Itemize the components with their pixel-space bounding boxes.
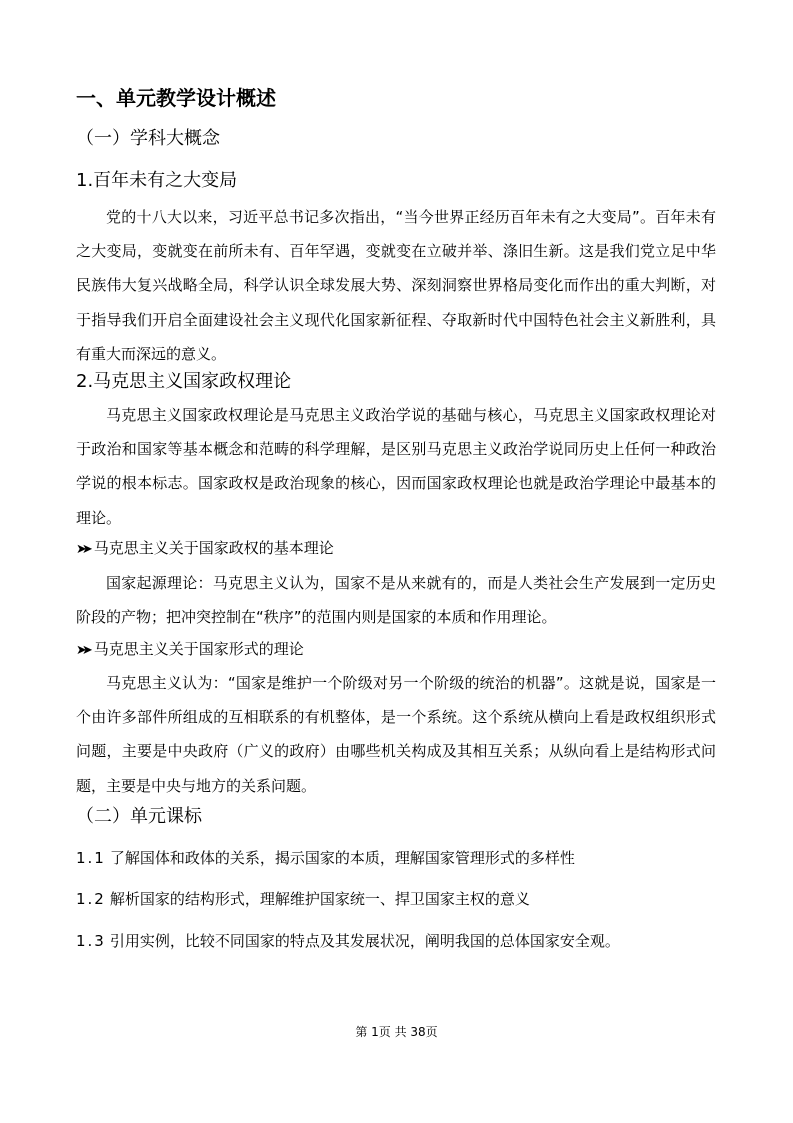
standard-item [76,930,620,952]
main-heading: 一、单元教学设计概述 [76,86,276,110]
arrow-bullet-icon: ➤➤ [76,643,88,658]
paragraph-great-change: 党的十八大以来，习近平总书记多次指出，“当今世界正经历百年未有之大变局”。百年未有之大变局，变就变在前所未有、百年罕遇，变就变在立破并举、涤旧生新。这是我们党立足中华民族伟大复兴战略全局，科学认识全球发展大势、深刻洞察世界格局变化而作出的重大判断，对于指导我们开启全面建设社会主义现代化国家新征程、夺取新时代中国特色社会主义新胜利，具有重大而深远的意义。 [76,208,716,363]
standard-item [76,888,530,910]
bullet-basic-theory [76,537,334,561]
bullet-label: 马克思主义关于国家形式的理论 [93,640,304,658]
standard-text: 引用实例，比较不同国家的特点及其发展状况，阐明我国的总体国家安全观。 [109,932,620,950]
section-heading-concept: （一）学科大概念 [76,128,220,149]
paragraph-state-power-theory: 马克思主义国家政权理论是马克思主义政治学说的基础与核心，马克思主义国家政权理论对于政治和国家等基本概念和范畴的科学理解，是区别马克思主义政治学说同历史上任何一种政治学说的根本标志。国家政权是政治现象的核心，因而国家政权理论也就是政治学理论中最基本的理论。 [76,406,716,527]
bullet-label: 马克思主义关于国家政权的基本理论 [93,539,334,557]
paragraph-state-origin: 国家起源理论：马克思主义认为，国家不是从来就有的，而是人类社会生产发展到一定历史阶段的产物；把冲突控制在“秩序”的范围内则是国家的本质和作用理论。 [76,574,716,627]
standard-number: 1.3 [76,932,106,950]
bullet-state-form [76,638,304,662]
subheading-great-change: 1.百年未有之大变局 [76,170,238,191]
standard-text: 了解国体和政体的关系，揭示国家的本质，理解国家管理形式的多样性 [109,849,575,867]
subheading-state-power-theory: 2.马克思主义国家政权理论 [76,371,292,392]
section-heading-standards: （二）单元课标 [76,806,202,827]
standard-text: 解析国家的结构形式，理解维护国家统一、捍卫国家主权的意义 [109,890,530,908]
paragraph-state-form: 马克思主义认为：“国家是维护一个阶级对另一个阶级的统治的机器”。这就是说，国家是一个由许多部件所组成的互相联系的有机整体，是一个系统。这个系统从横向上看是政权组织形式问题，主要是中央政府（广义的政府）由哪些机关构成及其相互关系；从纵向看上是结构形式问题，主要是中央与地方的关系问题。 [76,674,716,795]
page-footer: 第 1页 共 38页 [355,1025,438,1039]
standard-item [76,847,575,869]
standard-number: 1.2 [76,890,106,908]
standard-number: 1.1 [76,849,106,867]
arrow-bullet-icon: ➤➤ [76,542,88,557]
